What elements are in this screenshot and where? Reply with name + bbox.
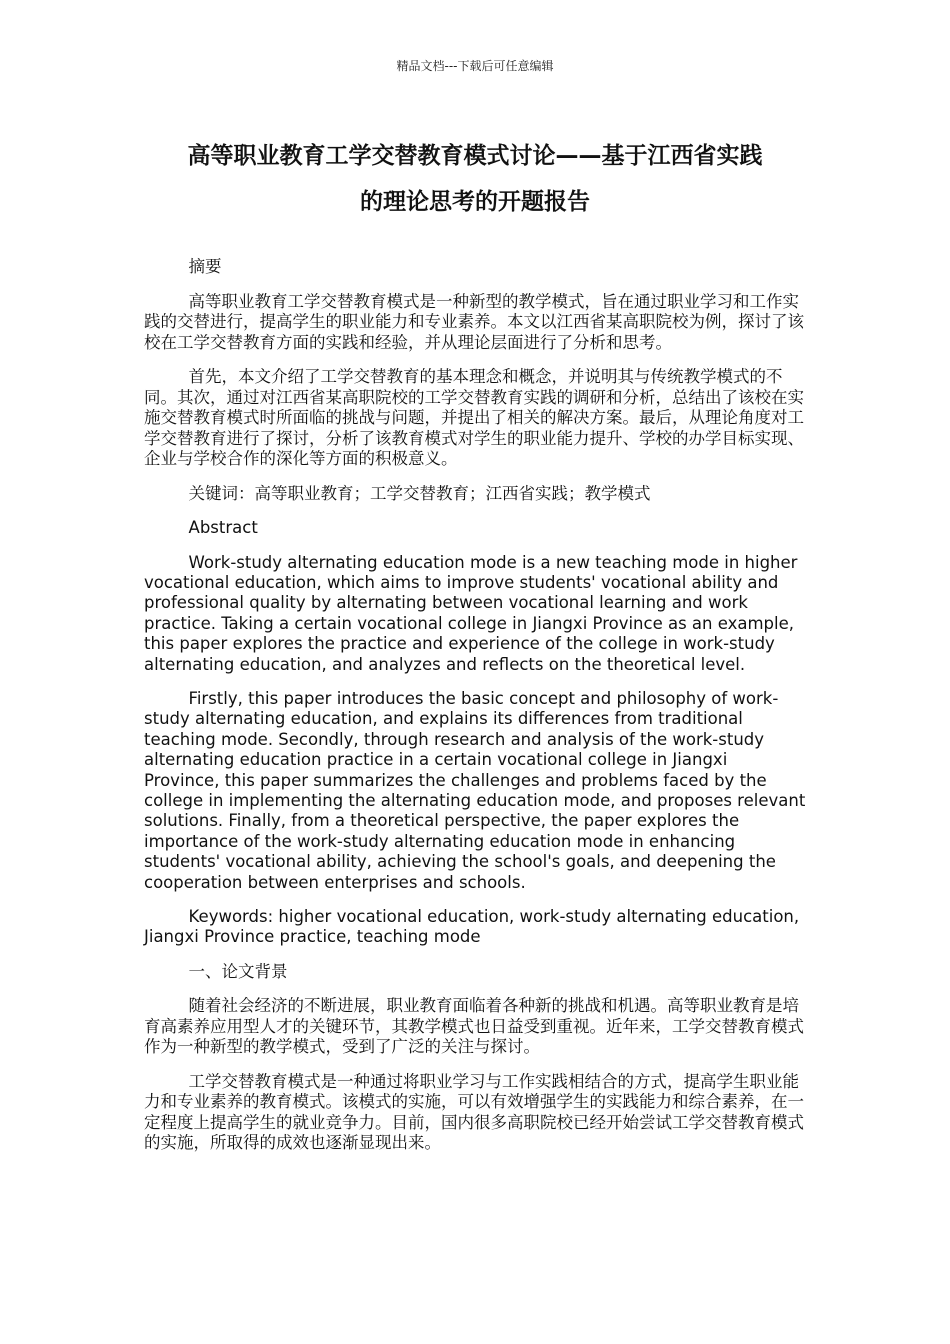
abstract-cn-paragraph: 高等职业教育工学交替教育模式是一种新型的教学模式，旨在通过职业学习和工作实践的交替进行，提高学生的职业能力和专业素养。本文以江西省某高职院校为例，探讨了该校在工学交替教育方面的实践和经验，并从理论层面进行了分析和思考。 <box>144 291 804 352</box>
page-header: 精品文档---下载后可任意编辑 <box>396 59 554 73</box>
document-title <box>120 133 830 225</box>
abstract-cn-paragraph: 首先，本文介绍了工学交替教育的基本理念和概念，并说明其与传统教学模式的不同。其次，通过对江西省某高职院校的工学交替教育实践的调研和分析，总结出了该校在实施交替教育模式时所面临的挑战与问题，并提出了相关的解决方案。最后，从理论角度对工学交替教育进行了探讨，分析了该教育模式对学生的职业能力提升、学校的办学目标实现、企业与学校合作的深化等方面的积极意义。 <box>144 367 804 468</box>
document-title-line-1: 高等职业教育工学交替教育模式讨论——基于江西省实践 <box>187 143 763 169</box>
abstract-en-paragraph: Work-study alternating education mode is a new teaching mode in higher vocational education, which aims to improve students' vocational ability and professional quality by alternating between vocational learning and work practice. Taking a certain vocational college in Jiangxi Province as an example, this paper explores the practice and experience of the college in work-study alternating education, and analyzes and reflects on the theoretical level. <box>144 552 798 674</box>
abstract-en-heading: Abstract <box>188 518 258 537</box>
keywords-en: Keywords: higher vocational education, work-study alternating education, Jiangxi Province practice, teaching mode <box>144 907 800 947</box>
section-paragraph: 工学交替教育模式是一种通过将职业学习与工作实践相结合的方式，提高学生职业能力和专业素养的教育模式。该模式的实施，可以有效增强学生的实践能力和综合素养，在一定程度上提高学生的就业竞争力。目前，国内很多高职院校已经开始尝试工学交替教育模式的实施，所取得的成效也逐渐显现出来。 <box>144 1071 804 1153</box>
section-paragraph: 随着社会经济的不断进展，职业教育面临着各种新的挑战和机遇。高等职业教育是培育高素养应用型人才的关键环节，其教学模式也日益受到重视。近年来，工学交替教育模式作为一种新型的教学模式，受到了广泛的关注与探讨。 <box>144 996 804 1057</box>
section-heading-background: 一、论文背景 <box>188 961 288 981</box>
document-title-line-2: 的理论思考的开题报告 <box>360 189 590 215</box>
keywords-cn: 关键词：高等职业教育；工学交替教育；江西省实践；教学模式 <box>188 483 651 503</box>
abstract-cn-heading: 摘要 <box>188 257 222 276</box>
document-body <box>144 257 806 1168</box>
abstract-en-paragraph: Firstly, this paper introduces the basic concept and philosophy of work-study alternating education, and explains its differences from traditional teaching mode. Secondly, through research and analysis of the work-study alternating education practice in a certain vocational college in Jiangxi Province, this paper summarizes the challenges and problems faced by the college in implementing the alternating education mode, and proposes relevant solutions. Finally, from a theoretical perspective, the paper explores the importance of the work-study alternating education mode in enhancing students' vocational ability, achieving the school's goals, and deepening the cooperation between enterprises and schools. <box>144 688 806 892</box>
